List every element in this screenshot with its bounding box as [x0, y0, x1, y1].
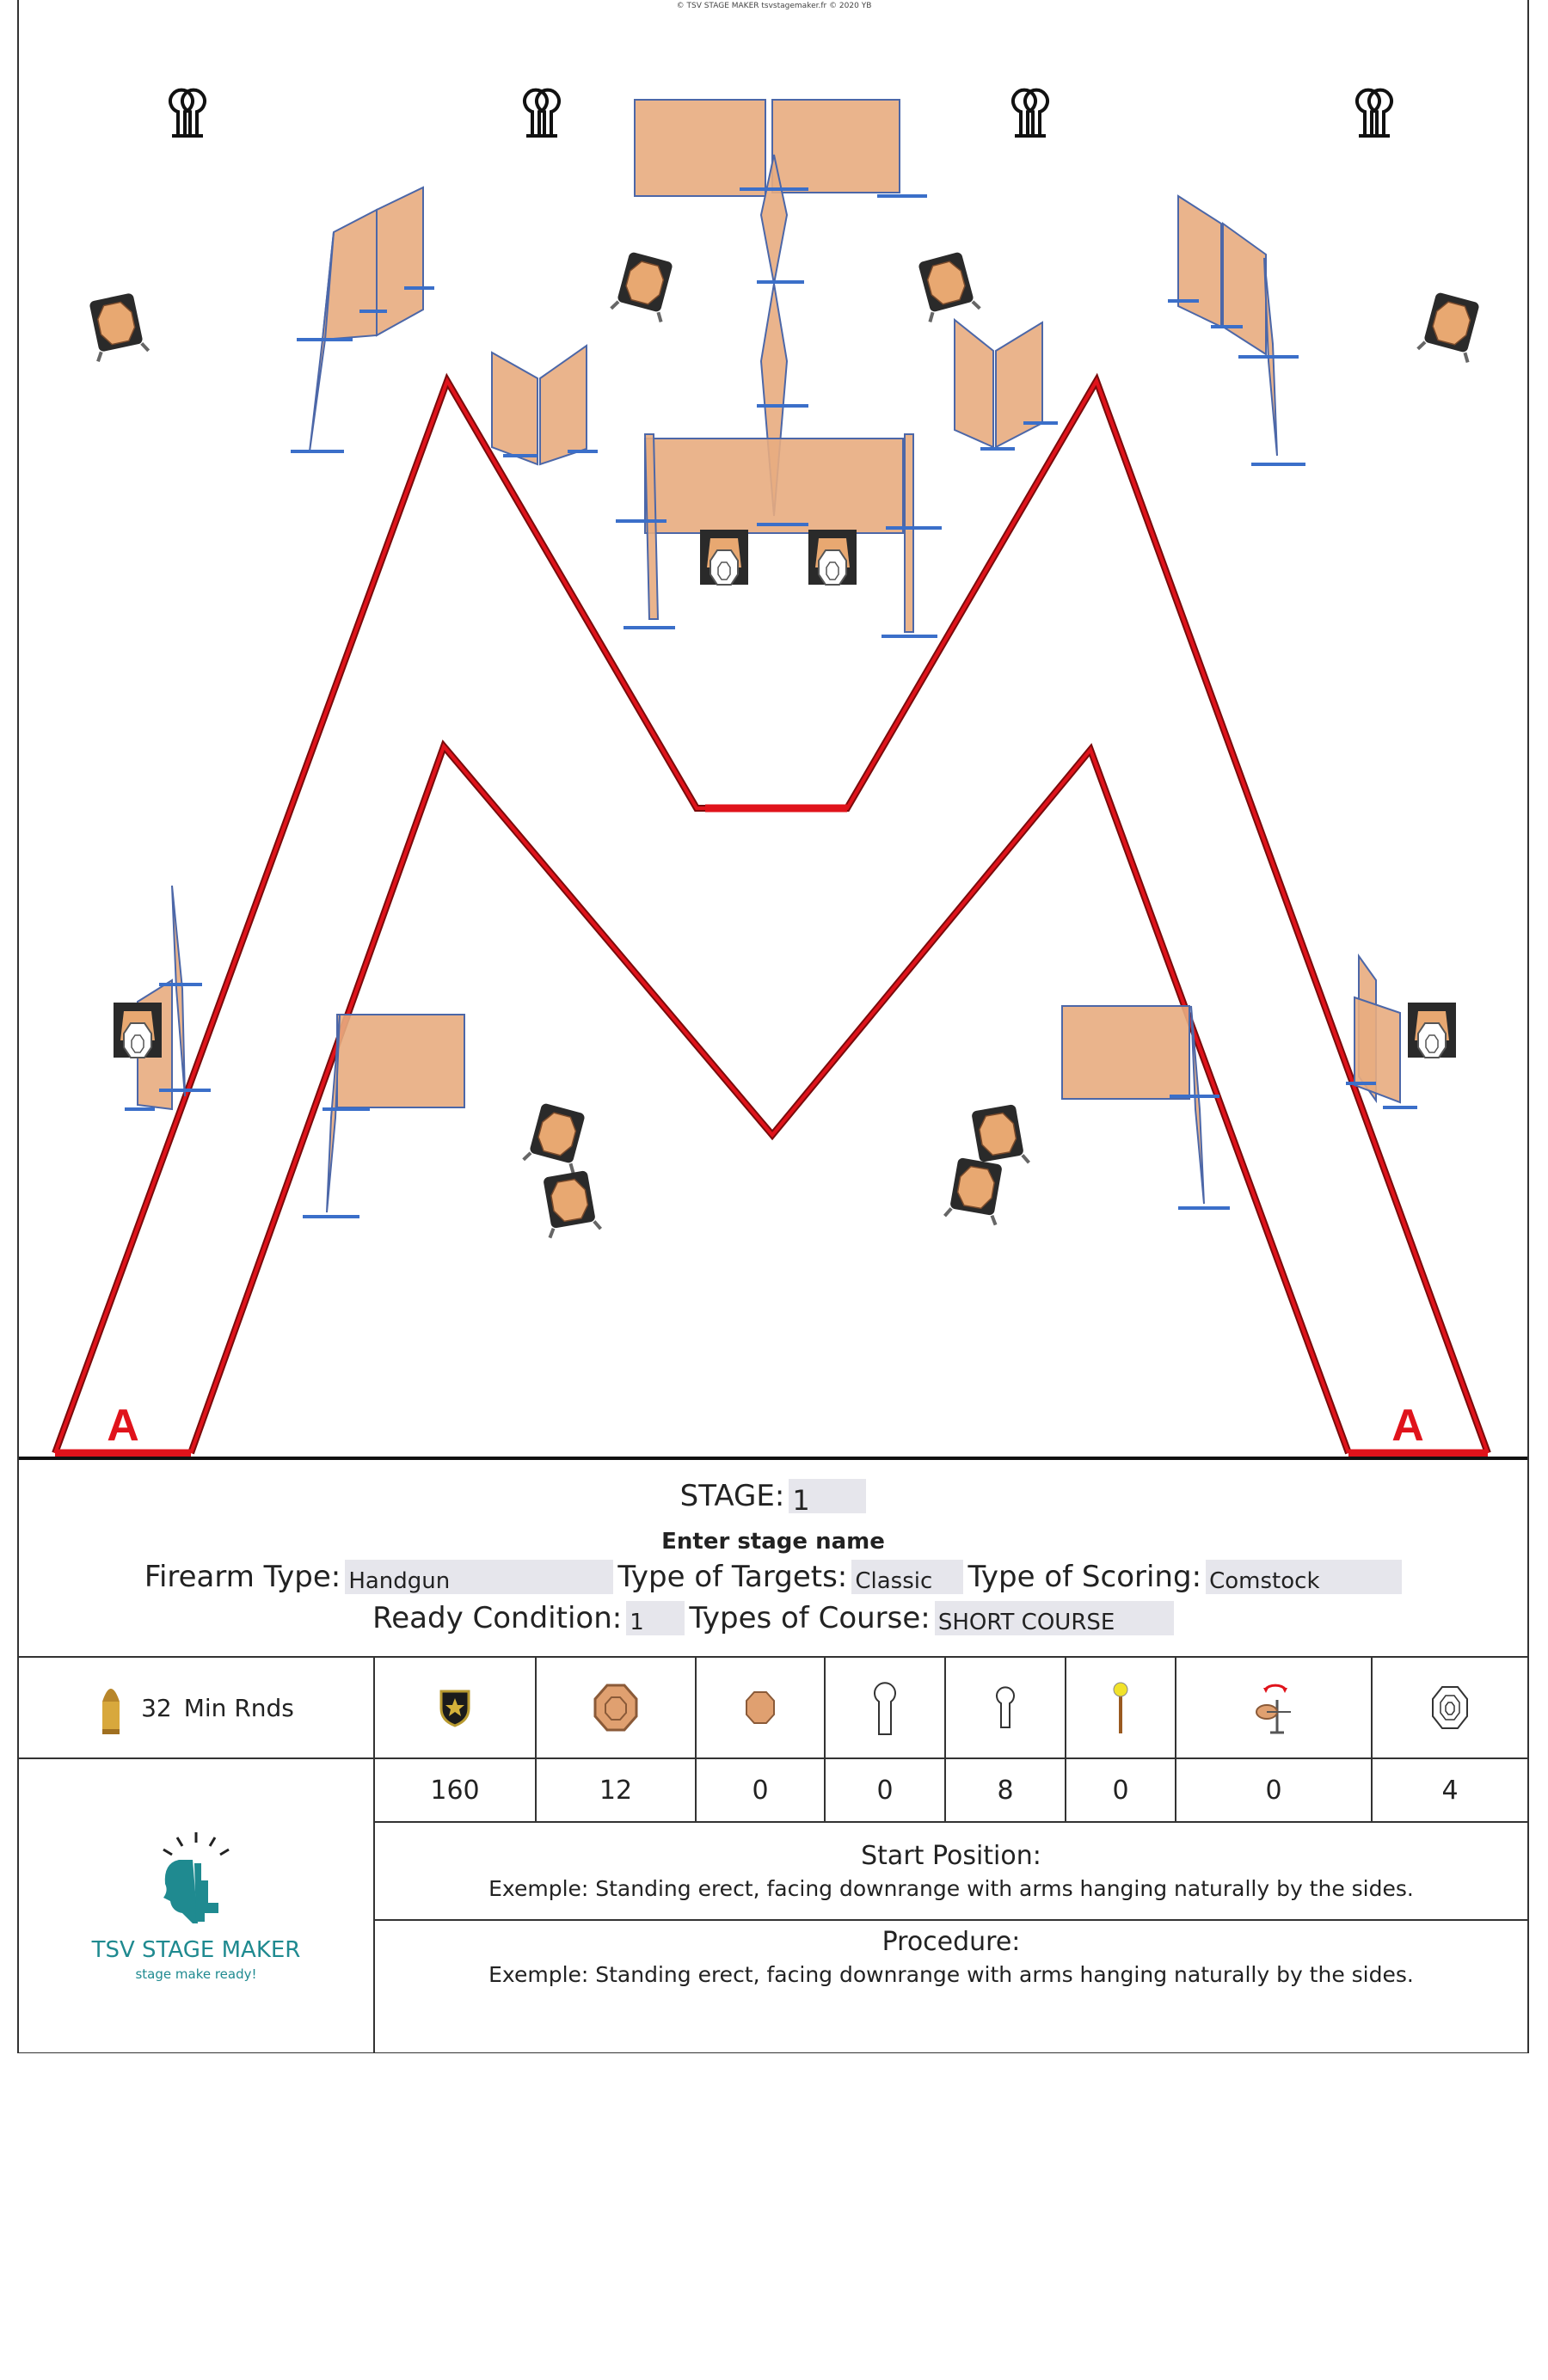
copyright-text: © TSV STAGE MAKER tsvstagemaker.fr © 2020 YB — [676, 2, 872, 10]
firearm-field[interactable]: Handgun — [345, 1560, 613, 1594]
stage-label: STAGE: — [679, 1479, 785, 1513]
ready-field[interactable]: 1 — [626, 1601, 685, 1635]
logo-cell — [17, 1757, 375, 2053]
icon-cell-paper — [535, 1656, 697, 1759]
scoring-field[interactable]: Comstock — [1206, 1560, 1402, 1594]
count-popper: 0 — [824, 1757, 946, 1823]
stage-number-field[interactable]: 1 — [789, 1479, 866, 1513]
icon-cell-mini-paper — [695, 1656, 826, 1759]
no-shoot-icon — [1431, 1685, 1469, 1730]
tsv-logo-icon — [144, 1829, 248, 1932]
logo-title: TSV STAGE MAKER — [91, 1937, 301, 1963]
count-swinger: 0 — [1175, 1757, 1373, 1823]
course-field[interactable]: SHORT COURSE — [935, 1601, 1174, 1635]
start-area-right: A — [1391, 1401, 1424, 1451]
start-position-cell — [373, 1821, 1529, 1921]
count-points: 160 — [373, 1757, 537, 1823]
min-rounds-cell — [17, 1656, 375, 1759]
course-label: Types of Course: — [689, 1601, 931, 1635]
targets-field[interactable]: Classic — [851, 1560, 963, 1594]
min-rounds-label: Min Rnds — [183, 1693, 294, 1722]
stage-info-panel — [17, 1458, 1529, 1658]
count-plate: 0 — [1065, 1757, 1176, 1823]
icon-cell-plate — [1065, 1656, 1176, 1759]
walls — [138, 100, 1400, 1212]
min-rounds-count: 32 — [141, 1693, 172, 1722]
count-mini-popper: 8 — [944, 1757, 1066, 1823]
stage-name[interactable]: Enter stage name — [661, 1529, 885, 1555]
count-paper: 12 — [535, 1757, 697, 1823]
bullet-icon — [98, 1678, 124, 1738]
plate-icon — [1111, 1680, 1130, 1735]
icon-cell-mini-popper — [944, 1656, 1066, 1759]
procedure-title: Procedure: — [882, 1927, 1021, 1957]
paper-target-icon — [593, 1684, 638, 1732]
icon-cell-popper — [824, 1656, 946, 1759]
popper-icon — [872, 1679, 898, 1736]
no-shoot-targets — [114, 530, 1456, 1058]
count-no-shoot: 4 — [1371, 1757, 1529, 1823]
targets-label: Type of Targets: — [617, 1560, 848, 1594]
start-position-title: Start Position: — [861, 1841, 1041, 1871]
swinger-icon — [1248, 1678, 1299, 1738]
procedure-text[interactable]: Exemple: Standing erect, facing downrange with arms hanging naturally by the sides. — [488, 1962, 1414, 1987]
points-badge-icon — [438, 1688, 472, 1727]
count-mini-paper: 0 — [695, 1757, 826, 1823]
ready-label: Ready Condition: — [372, 1601, 623, 1635]
firearm-label: Firearm Type: — [144, 1560, 341, 1594]
icon-cell-swinger — [1175, 1656, 1373, 1759]
procedure-cell — [373, 1919, 1529, 2053]
icon-cell-no-shoot — [1371, 1656, 1529, 1759]
icon-cell-points — [373, 1656, 537, 1759]
logo-tagline: stage make ready! — [135, 1966, 257, 1982]
mini-paper-target-icon — [745, 1690, 776, 1725]
mini-popper-icon — [994, 1686, 1017, 1729]
scoring-label: Type of Scoring: — [968, 1560, 1202, 1594]
fault-line — [55, 381, 1488, 1453]
start-position-text[interactable]: Exemple: Standing erect, facing downrange with arms hanging naturally by the sides. — [488, 1876, 1414, 1901]
start-area-left: A — [107, 1401, 139, 1451]
